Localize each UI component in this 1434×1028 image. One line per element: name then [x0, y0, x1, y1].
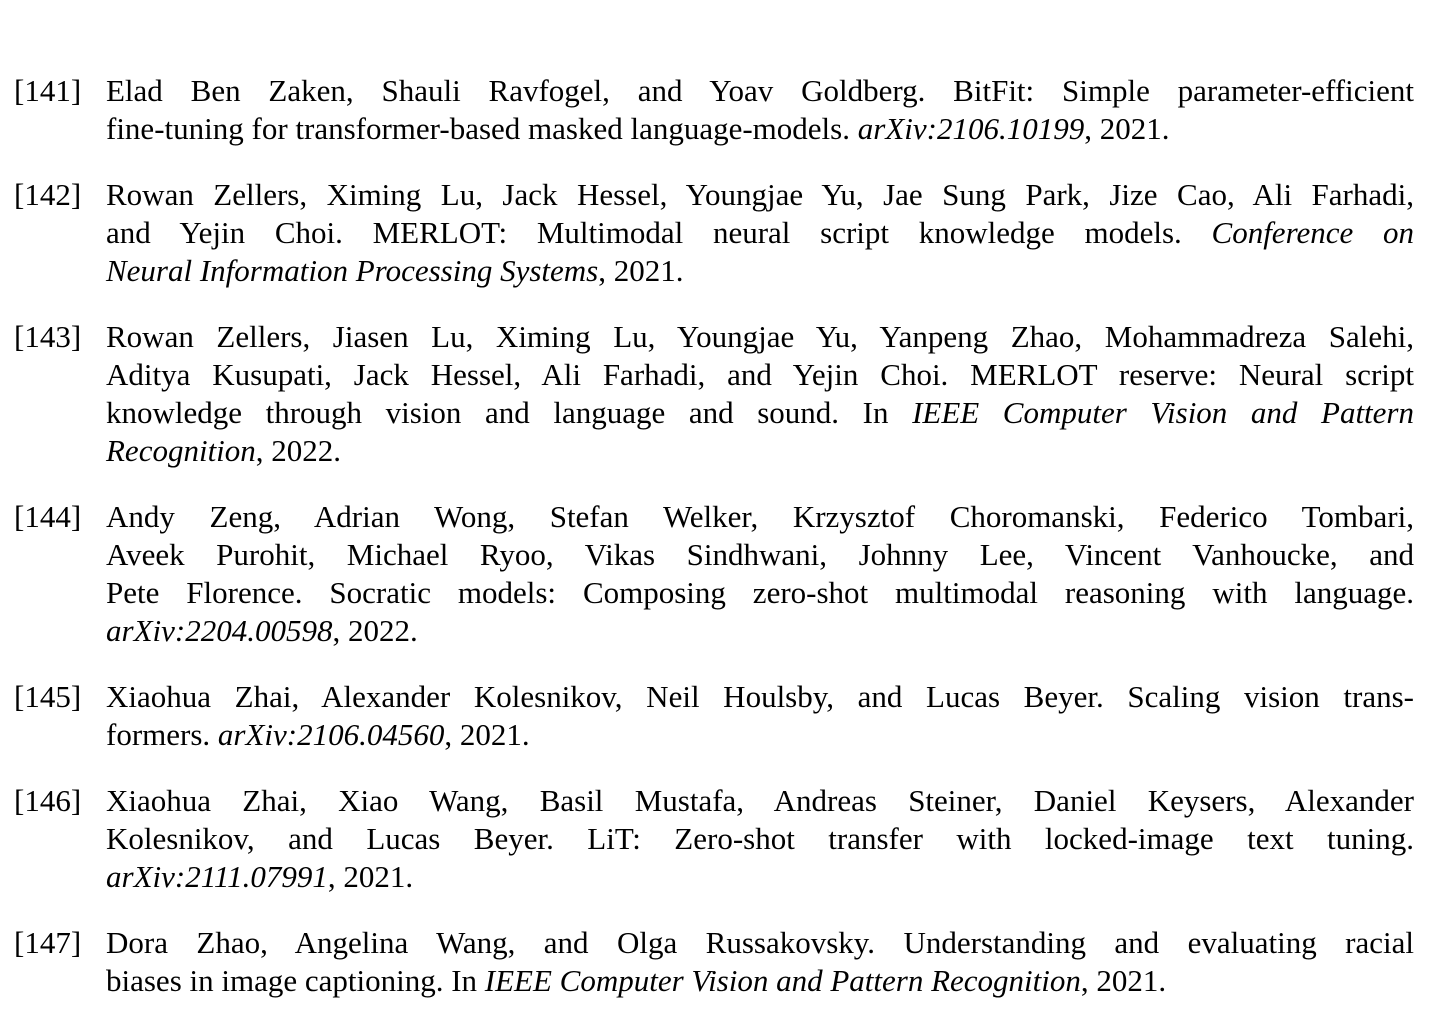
reference-text	[106, 782, 1434, 896]
reference-entry	[14, 318, 1434, 470]
reference-text	[106, 176, 1434, 290]
reference-fragment: knowledge through vision and language and sound. In	[106, 395, 913, 430]
reference-fragment: , 2021.	[1080, 963, 1167, 998]
reference-fragment: , 2022.	[332, 613, 418, 648]
reference-line	[106, 678, 1414, 716]
reference-entry	[14, 782, 1434, 896]
reference-fragment: Dora Zhao, Angelina Wang, and Olga Russakovsky. Understanding and evaluating racial	[106, 925, 1414, 960]
reference-number: [143]	[14, 319, 82, 354]
reference-venue: IEEE Computer Vision and Pattern	[912, 395, 1414, 430]
reference-line	[106, 176, 1414, 214]
reference-fragment: Xiaohua Zhai, Alexander Kolesnikov, Neil Houlsby, and Lucas Beyer. Scaling vision trans-	[106, 679, 1414, 714]
reference-number: [147]	[14, 925, 82, 960]
reference-line	[106, 820, 1414, 858]
reference-fragment: Aveek Purohit, Michael Ryoo, Vikas Sindhwani, Johnny Lee, Vincent Vanhoucke, and	[106, 537, 1414, 572]
reference-line	[106, 394, 1414, 432]
reference-number: [144]	[14, 499, 82, 534]
reference-line	[106, 498, 1414, 536]
reference-line	[106, 252, 1414, 290]
reference-line	[106, 536, 1414, 574]
reference-line	[106, 782, 1414, 820]
reference-venue: Neural Information Processing Systems	[106, 253, 599, 288]
reference-line	[106, 214, 1414, 252]
reference-fragment: and Yejin Choi. MERLOT: Multimodal neural script knowledge models.	[106, 215, 1212, 250]
reference-entry	[14, 678, 1434, 754]
reference-text	[106, 72, 1434, 148]
reference-line	[106, 110, 1414, 148]
reference-entry	[14, 924, 1434, 1000]
reference-venue: arXiv:2106.04560	[217, 717, 445, 752]
reference-fragment: , 2021.	[598, 253, 684, 288]
reference-line	[106, 716, 1414, 754]
reference-fragment: , 2022.	[255, 433, 342, 468]
reference-line	[106, 858, 1414, 896]
reference-fragment: , 2021.	[327, 859, 414, 894]
reference-number: [145]	[14, 679, 82, 714]
reference-venue: Recognition	[106, 433, 256, 468]
reference-fragment: Elad Ben Zaken, Shauli Ravfogel, and Yoav Goldberg. BitFit: Simple parameter-efficient	[106, 73, 1414, 108]
reference-fragment: biases in image captioning. In	[106, 963, 485, 998]
reference-fragment: Rowan Zellers, Jiasen Lu, Ximing Lu, Youngjae Yu, Yanpeng Zhao, Mohammadreza Salehi,	[106, 319, 1414, 354]
reference-entry	[14, 498, 1434, 650]
reference-entry	[14, 72, 1434, 148]
reference-line	[106, 356, 1414, 394]
reference-number: [141]	[14, 73, 82, 108]
reference-fragment: Andy Zeng, Adrian Wong, Stefan Welker, Krzysztof Choromanski, Federico Tombari,	[106, 499, 1414, 534]
reference-text	[106, 678, 1434, 754]
reference-venue: IEEE Computer Vision and Pattern Recognition	[484, 963, 1081, 998]
reference-fragment: Kolesnikov, and Lucas Beyer. LiT: Zero-shot transfer with locked-image text tuning.	[106, 821, 1414, 856]
reference-text	[106, 924, 1434, 1000]
reference-line	[106, 574, 1414, 612]
reference-fragment: fine-tuning for transformer-based masked language-models.	[106, 111, 858, 146]
reference-line	[106, 72, 1414, 110]
reference-fragment: Aditya Kusupati, Jack Hessel, Ali Farhadi, and Yejin Choi. MERLOT reserve: Neural script	[106, 357, 1414, 392]
reference-fragment: formers.	[106, 717, 218, 752]
reference-text	[106, 498, 1434, 650]
reference-venue: arXiv:2106.10199	[857, 111, 1085, 146]
reference-venue: Conference on	[1211, 215, 1414, 250]
reference-fragment: Rowan Zellers, Ximing Lu, Jack Hessel, Youngjae Yu, Jae Sung Park, Jize Cao, Ali Farhadi,	[106, 177, 1414, 212]
reference-list	[14, 72, 1434, 1028]
reference-line	[106, 432, 1414, 470]
reference-line	[106, 318, 1414, 356]
reference-number: [146]	[14, 783, 82, 818]
reference-fragment: , 2021.	[1084, 111, 1170, 146]
reference-line	[106, 612, 1414, 650]
reference-text	[106, 318, 1434, 470]
reference-venue: arXiv:2204.00598	[106, 613, 333, 648]
reference-line	[106, 962, 1414, 1000]
reference-fragment: , 2021.	[444, 717, 530, 752]
reference-fragment: Xiaohua Zhai, Xiao Wang, Basil Mustafa, Andreas Steiner, Daniel Keysers, Alexander	[106, 783, 1414, 818]
reference-number: [142]	[14, 177, 82, 212]
reference-venue: arXiv:2111.07991	[106, 859, 328, 894]
reference-line	[106, 924, 1414, 962]
reference-fragment: Pete Florence. Socratic models: Composing zero-shot multimodal reasoning with language.	[106, 575, 1414, 610]
reference-entry	[14, 176, 1434, 290]
